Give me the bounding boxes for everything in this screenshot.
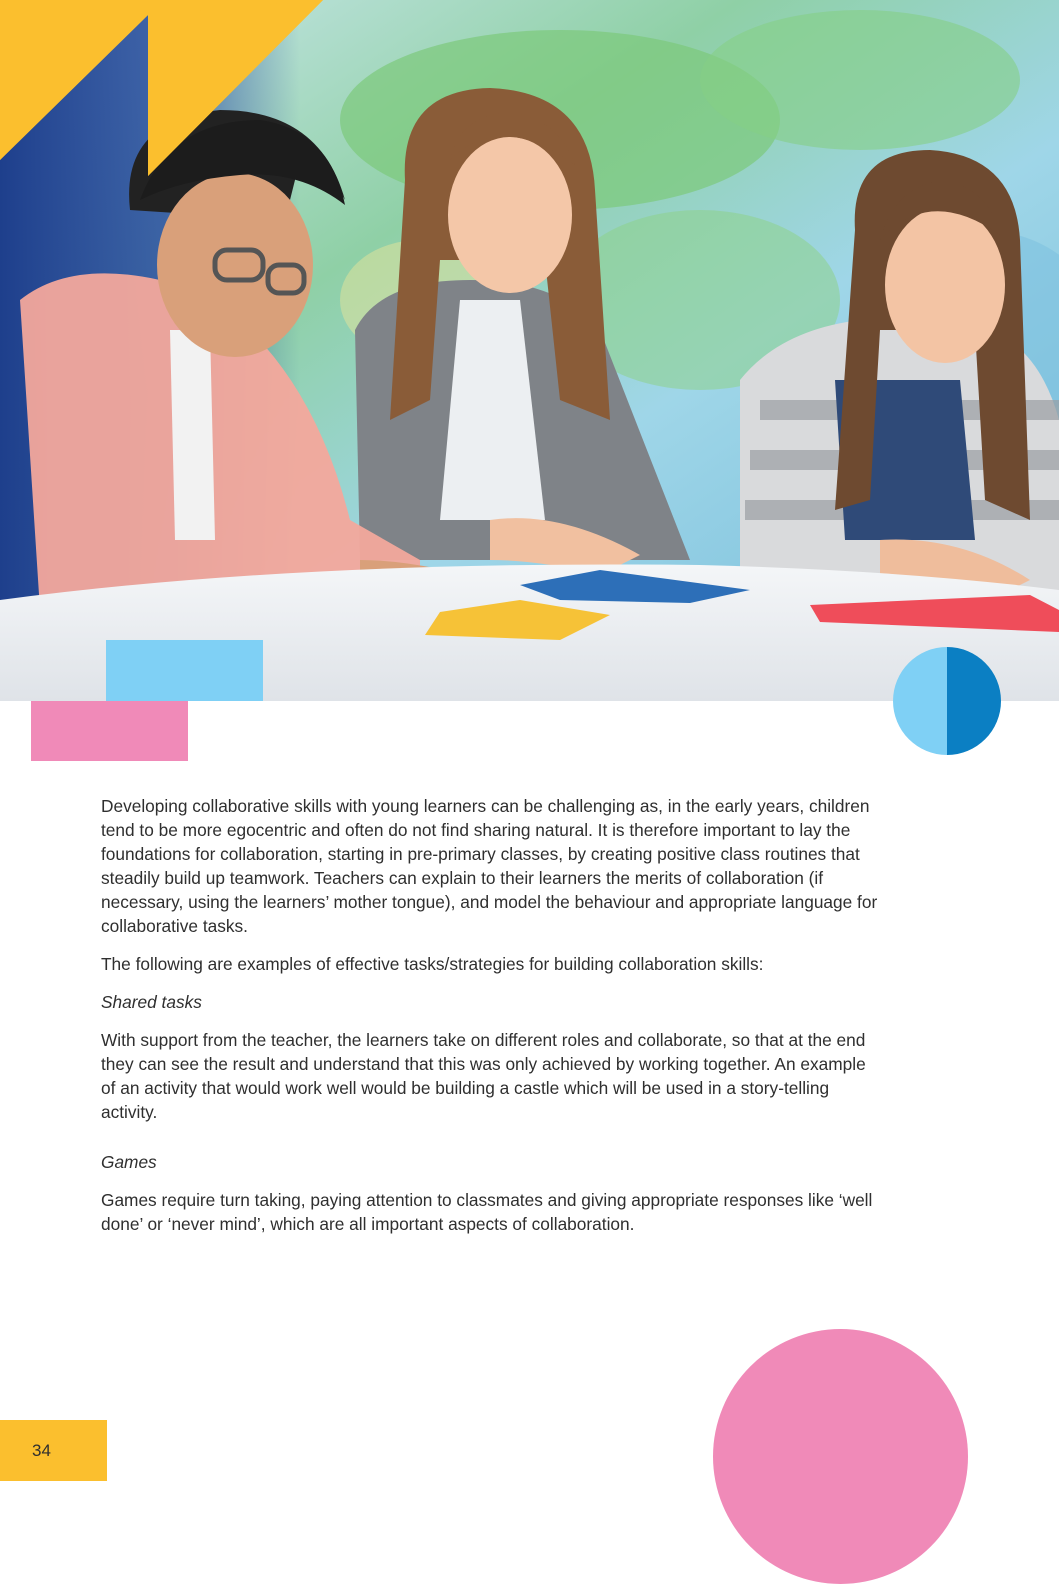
page-number-box <box>0 1420 107 1481</box>
intro-paragraph: Developing collaborative skills with young learners can be challenging as, in the early years, children tend to be more egocentric and often do not find sharing natural. It is therefore important to lay the foundations for collaboration, starting in pre-primary classes, by creating positive class routines that steadily build up teamwork. Teachers can explain to their learners the merits of collaboration (if necessary, using the learners’ mother tongue), and model the behaviour and appropriate language for collaborative tasks. <box>101 796 878 936</box>
games-heading: Games <box>101 1152 157 1172</box>
half-circle-badge <box>893 647 1001 755</box>
shared-tasks-paragraph: With support from the teacher, the learners take on different roles and collaborate, so that at the end they can see the result and understand that this was only achieved by working together. An example of an activity that would work well would be building a castle which will be used in a story-telling activity. <box>101 1030 866 1122</box>
light-blue-rectangle <box>106 640 263 701</box>
hero-illustration <box>0 0 1059 701</box>
shared-tasks-heading: Shared tasks <box>101 992 202 1012</box>
hero-photo <box>0 0 1059 701</box>
half-circle-dark <box>947 647 1001 755</box>
examples-paragraph: The following are examples of effective tasks/strategies for building collaboration skills: <box>101 954 764 974</box>
pink-rectangle <box>31 701 188 761</box>
body-content <box>101 794 881 1236</box>
half-circle-light <box>893 647 947 755</box>
games-paragraph: Games require turn taking, paying attention to classmates and giving appropriate responses like ‘well done’ or ‘never mind’, which are all important aspects of collaboration. <box>101 1190 873 1234</box>
pink-circle <box>713 1329 968 1584</box>
page-number: 34 <box>32 1440 51 1460</box>
